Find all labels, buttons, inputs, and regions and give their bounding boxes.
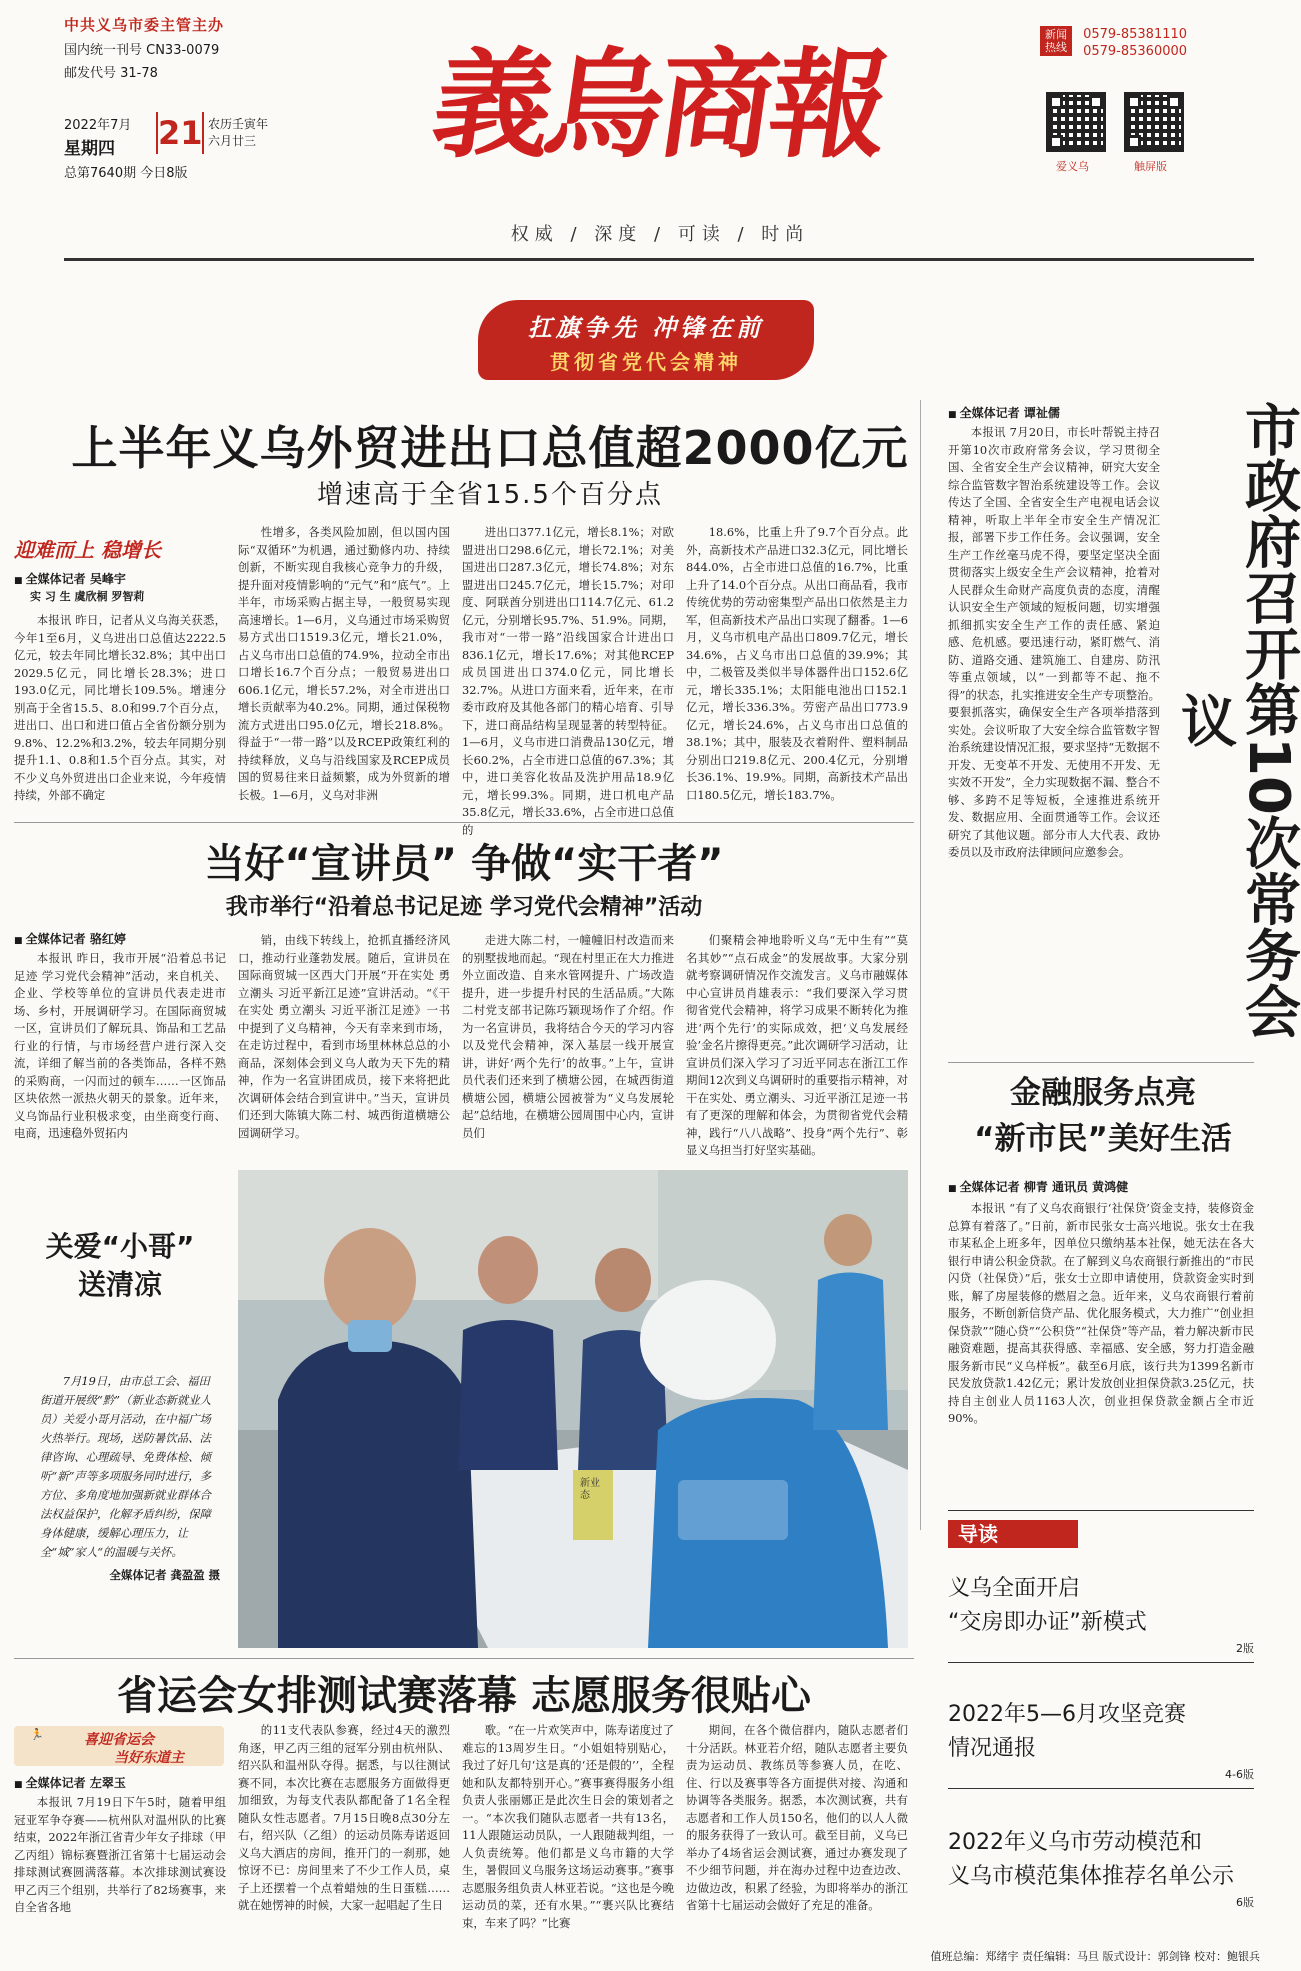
lunar-date xyxy=(208,116,268,150)
postal-code: 邮发代号 31-78 xyxy=(64,66,158,81)
weekday: 星期四 xyxy=(64,139,115,159)
header-divider xyxy=(64,258,1254,261)
volleyball-col-2: 的11支代表队参赛，经过4天的激烈角逐，甲乙丙三组的冠军分别由杭州队、绍兴队和温州队夺得。据悉，与以往测试赛不同，本次比赛在志愿服务方面做得更加细致，为每支代表队都配备了1名全程随队女性志愿者。7月15日晚8点30分左右，绍兴队（乙组）的运动员陈寿诺返回义乌大酒店的房间，推开门的一刹那，她惊讶不已：房间里来了不少工作人员，桌子上还摆着一个点着蜡烛的生日蛋糕……就在她愣神的时候，大家一起唱起了生日 xyxy=(238,1723,450,1912)
lead-byline2: 实 习 生 虞欣桐 罗智莉 xyxy=(30,590,145,603)
header-info xyxy=(64,14,304,81)
lunar-year: 农历壬寅年 xyxy=(208,117,269,131)
day-number: 21 xyxy=(158,114,203,152)
second-subheadline: 我市举行“沿着总书记足迹 学习党代会精神”活动 xyxy=(225,895,703,920)
qr-code-icon[interactable] xyxy=(1046,92,1106,152)
hotline-tag: 新闻热线 xyxy=(1040,26,1072,56)
footer-credits: 值班总编：郑绪宇 责任编辑：马旦 版式设计：郭剑锋 校对：鲍银兵 xyxy=(930,1950,1260,1963)
vest-label: 新业态 xyxy=(580,1478,600,1501)
lead-col-2: 性增多，各类风险加剧，但以国内国际“双循环”为机遇，通过勤修内功、持续创新，不断实现自我核心竞争力的升级，提升面对疫情影响的“元气”和“底气”。上半年，市场采购占据主导，一般贸易实现高速增长。1—6月，义乌通过市场采购贸易方式出口1519.3亿元，增长21.0%，占义乌市出口总值的74.9%，拉动全市出口增长16.7个百分点；一般贸易进出口606.1亿元，增长57.2%，对全市进出口增长贡献率为40.2%。同期，通过保税物流方式进出口95.0亿元，增长218.8%。得益于“一带一路”以及RCEP政策红利的持续释放，义乌与沿线国家及RCEP成员国的贸易往来日益频繁，成为外贸新的增长极。1—6月，义乌对非洲 xyxy=(238,525,450,802)
runner-icon: 🏃 xyxy=(30,1728,44,1741)
photo-headline: 关爱“小哥” 送清凉 xyxy=(45,1230,195,1301)
banner-line1: 扛旗争先 冲锋在前 xyxy=(527,313,765,342)
qr-label: 触屏版 xyxy=(1134,160,1167,173)
hotline-1: 0579-85381110 xyxy=(1083,27,1188,42)
lead-subheadline: 增速高于全省15.5个百分点 xyxy=(317,480,663,510)
volleyball-headline: 省运会女排测试赛落幕 志愿服务很贴心 xyxy=(117,1673,811,1719)
second-col-2: 销，由线下转线上，抢抓直播经济风口，推动行业蓬勃发展。随后，宣讲员在国际商贸城一区西大门开展“开在实处 勇立潮头 习近平新江足迹”宣讲活动。“《干在实处 勇立潮头 习近平浙江足迹》一书中提到了义乌精神，今天有幸来到市场，在走访过程中，看到市场里林林总总的小商品，深刻体会到义乌人敢为天下先的精神，作为一名宣讲团成员，接下来将把此次调研体会结合到宣讲中。”当天，宣讲员们还到大陈镇大陈二村、城西街道横塘公园调研学习。 xyxy=(238,933,450,1140)
finance-byline: ■ 全媒体记者 柳青 通讯员 黄鸿健 xyxy=(948,1178,1128,1195)
hotline-2: 0579-85360000 xyxy=(1083,44,1188,59)
lead-col-3: 进出口377.1亿元，增长8.1%；对欧盟进出口298.6亿元，增长72.1%；对美国进出口287.3亿元，增长74.8%；对东盟进出口245.7亿元，增长15.7%；对印度、阿联酋分别进出口114.7亿元、61.2亿元，分别增长95.7%、51.9%。同期，我市对“一带一路”沿线国家合计进出口836.1亿元，增长17.6%；对其他RCEP成员国进出口374.0亿元，同比增长32.7%。从进口方面来看，近年来，在市委市政府及其他各部门的精心培育、引导下，进口商品结构呈现显著的转型特征。1—6月，义乌市进口消费品130亿元，增长60.2%，占全市进口总值的67.3%；其中，进口美容化妆品及洗护用品18.9亿元，增长99.3%。同期，进口机电产品35.8亿元，增长33.6%，占全市进口总值的 xyxy=(462,525,674,837)
right-headline: 市政府召开第10次常务会议 xyxy=(1172,401,1301,1039)
year-month: 2022年7月 xyxy=(64,118,132,133)
second-col-1: 本报讯 昨日，我市开展“沿着总书记足迹 学习党代会精神”活动，来自机关、企业、学校等单位的宣讲员代表走进市场、乡村，开展调研学习。在国际商贸城一区，宣讲员们了解玩具、饰品和工艺品行业的行情，与市场经营户进行深入交流，详细了解当前的各类饰品，各样不熟的采购商，一闪而过的顿车……一区饰品区块依然一派热火朝天的景象。近年来，义乌饰品行业积极求变，由坐商变行商、电商，迅速稳外贸拓内 xyxy=(14,951,226,1140)
issue-info: 总第7640期 今日8版 xyxy=(64,166,188,181)
date-box xyxy=(64,112,324,181)
lunar-day: 六月廿三 xyxy=(208,134,257,148)
qr-label: 爱义乌 xyxy=(1056,160,1089,173)
second-byline: ■ 全媒体记者 骆红婷 xyxy=(14,930,126,947)
second-col-4: 们聚精会神地聆听义乌“无中生有”“莫名其妙”“点石成金”的发展故事。大家分别就考察调研情况作交流发言。义乌市融媒体中心宣讲员肖雄表示：“我们要深入学习贯彻省党代会精神，将学习成果不断转化为推进‘两个先行’的实际成效，把‘义乌发展经验’金名片擦得更亮。”此次调研学习活动，让宣讲员们深入学习了习近平同志在浙江工作期间12次到义乌调研时的重要指示精神，对干在实处、勇立潮头、习近平浙江足迹一书有了更深的理解和体会，为贯彻省党代会精神，践行“八八战略”、投身“两个先行”、彰显义乌担当打好坚实基础。 xyxy=(686,933,908,1157)
slogan: 权威 / 深度 / 可读 / 时尚 xyxy=(510,224,810,245)
lead-col-1: 本报讯 昨日，记者从义乌海关获悉，今年1至6月，义乌进出口总值达2222.5亿元，较去年同比增长32.8%；其中出口2029.5亿元，同比增长28.3%；进口193.0亿元，同比增长109.5%。增速分别高于全省15.5、8.0和99.7个百分点，进出口、出口和进口值占全省份额分别为9.8%、12.2%和3.2%，较去年同期分别提升1.1、0.8和1.5个百分点。其实，对不少义乌外贸进出口企业来说，今年疫情持续，外部不确定 xyxy=(14,613,226,802)
hotline-numbers xyxy=(1083,26,1187,60)
masthead-logo xyxy=(330,20,990,174)
second-headline: 当好“宣讲员” 争做“实干者” xyxy=(204,841,724,887)
volleyball-col-4: 期间，在各个微信群内，随队志愿者们十分活跃。林亚若介绍，随队志愿者主要负责为运动员、教练员等参赛人员，在吃、住、行以及赛事等各方面提供对接、沟通和协调等各类服务。据悉，本次测试赛，共有志愿者和工作人员150名，他们的以人人微的服务获得了一致认可。截至目前，义乌已举办了4场省运会测试赛，通过办赛发现了不少细节问题，并在海办过程中边查边改、边做边改，积累了经验，为即将举办的浙江省第十七届运动会做好了充足的准备。 xyxy=(686,1723,908,1912)
lead-headline: 上半年义乌外贸进出口总值超2000亿元 xyxy=(71,421,909,475)
guide-item[interactable]: 义乌全面开启 “交房即办证”新模式 2版 xyxy=(948,1572,1254,1663)
volleyball-byline: ■ 全媒体记者 左翠玉 xyxy=(14,1774,126,1791)
second-col-3: 走进大陈二村，一幢幢旧村改造而来的别墅拔地而起。“现在村里正在大力推进外立面改造、自来水管网提升、广场改造提升，进一步提升村民的生活品质。”大陈二村党支部书记陈巧颖现场作了介绍。作为一名宣讲员，我将结合今天的学习内容以及党代会精神，深入基层一线开展宣讲，讲好‘两个先行’的故事。”上午，宣讲员代表们还来到了横塘公园，在城西街道横塘公园，横塘公园被誉为“义乌发展轮起”总结地，在横塘公园周围中心内，宣讲员们 xyxy=(462,933,674,1140)
guide-item[interactable]: 2022年义乌市劳动模范和 义乌市模范集体推荐名单公示 6版 xyxy=(948,1830,1254,1909)
volleyball-col-3: 歌。“在一片欢笑声中，陈寿诺度过了难忘的13周岁生日。“小姐姐特别贴心，我过了好几句‘这是真的‘还是假的’’，全程她和队友都特别开心。”赛事赛得服务小组负责人张丽娜正是此次生日会的策划者之一。“本次我们随队志愿者一共有13名，11人跟随运动员队，一人跟随裁判组，一人负责统筹。他们都是义乌市籍的大学生，暑假回义乌服务这场运动赛事。”赛事志愿服务组负责人林亚若说。“这也是今晚运动员的菜，还有水果。”“裹兴队比赛结束，车来了吗？”比赛 xyxy=(462,1723,674,1930)
masthead-text: 義烏商報 xyxy=(424,35,893,174)
guide-title: 导读 xyxy=(948,1520,1078,1548)
sponsor: 中共义乌市委主管主办 xyxy=(64,16,225,34)
finance-col: 本报讯 “有了义乌农商银行‘社保贷’资金支持，装修资金总算有着落了。”日前，新市民张女士高兴地说。张女士在我市某私企上班多年，因单位只缴纳基本社保，她无法在各大银行申请公积金贷款。在了解到义乌农商银行新推出的“市民闪贷（社保贷）”后，张女士立即申请使用，贷款资金实时到账，解了房屋装修的燃眉之急。近年来，义乌农商银行着前服务，不断创新信贷产品、优化服务模式，大力推广“创业担保贷款”“随心贷”“公积贷”“社保贷”等产品，着力解决新市民融资难题，提高其获得感、幸福感、安全感，努力打造金融服务新市民“义乌样板”。截至6月底，该行共为1399名新市民发放贷款1.42亿元；累计发放创业担保贷款3.25亿元，扶持自主创业人员1163人次，创业担保贷款金额占全市近90%。 xyxy=(948,1201,1254,1425)
cn-number: 国内统一刊号 CN33-0079 xyxy=(64,43,220,58)
lead-byline: ■ 全媒体记者 吴峰宇 xyxy=(14,570,126,587)
news-photo xyxy=(238,1170,908,1648)
finance-headline: 金融服务点亮 “新市民”美好生活 xyxy=(974,1075,1232,1157)
lead-badge: 迎难而上 稳增长 xyxy=(14,538,161,562)
lead-col-4: 18.6%，比重上升了9.7个百分点。此外，高新技术产品进口32.3亿元，同比增长844.0%，占全市进口总值的16.7%，比重上升了14.0个百分点。从出口商品看，我市传统优势的劳动密集型产品出口依然是主力军，但高新技术产品出口实现了翻番。1—6月，义乌市机电产品出口809.7亿元，增长34.6%，占义乌市出口总值的39.9%；其中，二极管及类似半导体器件出口152.6亿元，增长335.1%；太阳能电池出口152.1亿元，增长336.3%。劳密产品出口773.9亿元，增长24.6%，占义乌市出口总值的38.1%；其中，服装及衣着附件、塑料制品分别出口219.8亿元、200.4亿元，分别增长36.1%、19.9%。同期，高新技术产品出口180.5亿元，增长183.7%。 xyxy=(686,525,908,802)
volleyball-badge: 🏃 喜迎省运会 当好东道主 xyxy=(14,1726,224,1766)
banner-line2: 贯彻省党代会精神 xyxy=(550,350,742,374)
right-col: 本报讯 7月20日，市长叶帮锐主持召开第10次市政府常务会议，学习贯彻全国、全省安全生产会议精神，研究大安全综合监管数字智治系统建设等工作。会议传达了全国、全省安全生产电视电话会议精神，听取上半年全市安全生产情况汇报，部署下步工作任务。会议强调，安全生产工作丝毫马虎不得，要坚定坚决全面贯彻落实上级安全生产会议精神，抢着对人民群众生命财产高度负责的态度，清醒认识安全生产领域的短板问题，切实增强抓细抓实安全生产工作的责任感、紧迫感、危机感。要迅速行动，紧盯燃气、消防、道路交通、建筑施工、自建房、防汛等重点领域，以“一到都等不起、拖不得”的状态，扎实推进安全生产专项整治。要狠抓落实，确保安全生产各项举措落到实处。会议听取了大安全综合监管数字智治系统建设情况汇报，要求坚持“无数据不开发、无变革不开发、无使用不开发、无实效不开发”，全力实现数据不漏、整合不够、多跨不足等短板，全速推进系统开发、数据应用、全面贯通等工作。会议还研究了其他议题。部分市人大代表、政协委员以及市政府法律顾问应邀参会。 xyxy=(948,425,1160,859)
guide-item[interactable]: 2022年5—6月攻坚竞赛 情况通报 4-6版 xyxy=(948,1698,1254,1789)
qr-code-icon[interactable] xyxy=(1124,92,1184,152)
hotline xyxy=(1040,26,1240,60)
photo-caption: 7月19日，由市总工会、福田街道开展级“黔”（新业态新就业人员）关爱小哥月活动，在中福广场火热举行。现场，送防暑饮品、法律咨询、心理疏导、免费体检、倾听“新”声等多项服务同时进行，多方位、多角度地加强新就业群体合法权益保护，化解矛盾纠纷，保障身体健康，缓解心理压力，让全“城”家人“的温暖与关怀。 全媒体记者 龚盈盈 摄 xyxy=(40,1374,220,1582)
right-byline: ■ 全媒体记者 谭祉儒 xyxy=(948,404,1060,421)
volleyball-col-1: 本报讯 7月19日下午5时，随着甲组冠亚军争夺赛——杭州队对温州队的比赛结束，2022年浙江省青少年女子排球（甲乙丙组）锦标赛暨浙江省第十七届运动会排球测试赛圆满落幕。本次排球测试赛设甲乙丙三个组别，共举行了82场赛事，来自全省各地 xyxy=(14,1795,226,1914)
theme-banner xyxy=(478,300,814,380)
